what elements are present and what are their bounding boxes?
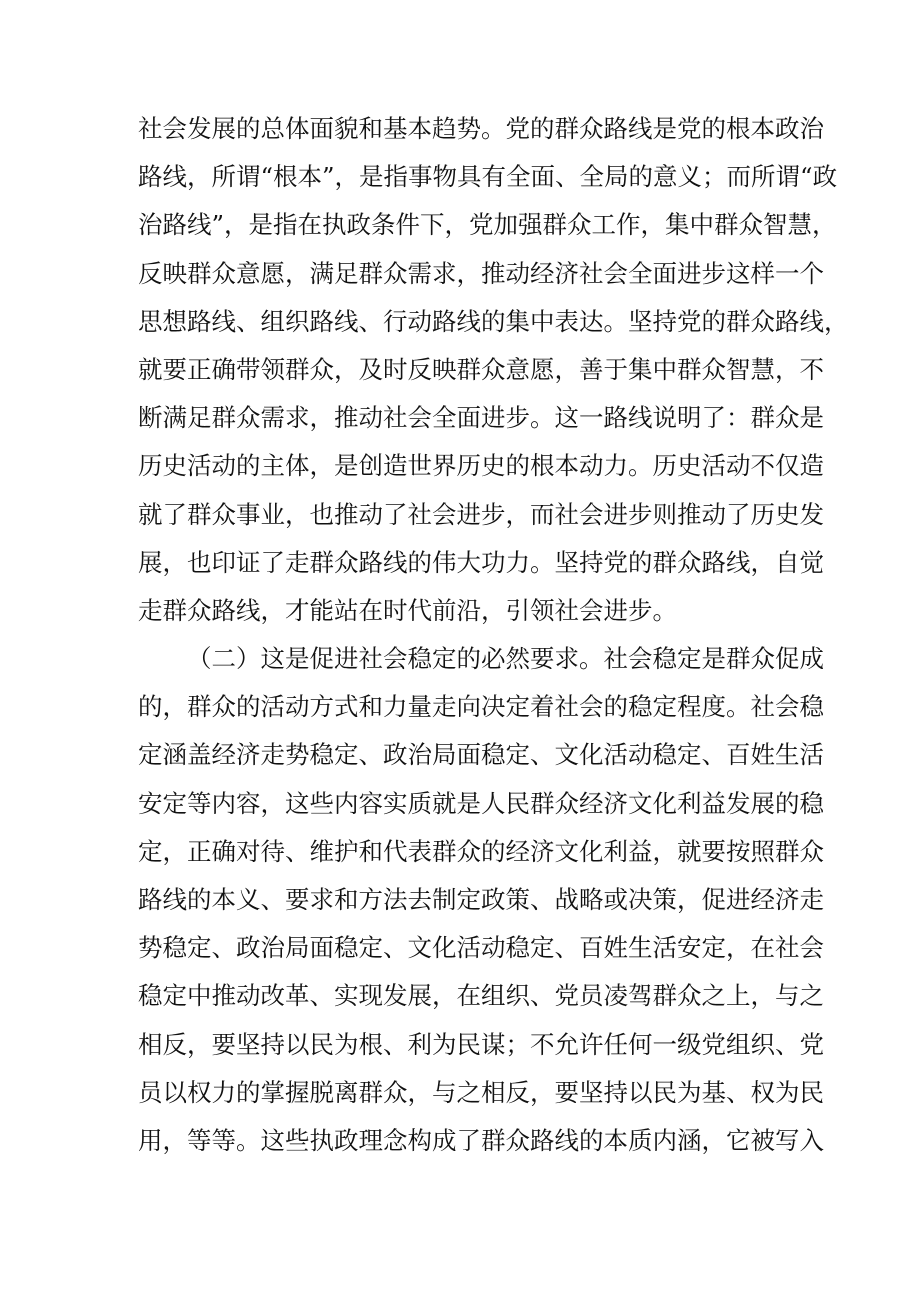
text-line: 用，等等。这些执政理念构成了群众路线的本质内涵，它被写入 <box>138 1125 824 1155</box>
text-line: 历史活动的主体，是创造世界历史的根本动力。历史活动不仅造 <box>138 451 824 481</box>
text-line: 断满足群众需求，推动社会全面进步。这一路线说明了：群众是 <box>138 403 824 433</box>
text-line-first-indented: （二）这是促进社会稳定的必然要求。社会稳定是群众促成 <box>187 644 824 674</box>
text-line: 定，正确对待、维护和代表群众的经济文化利益，就要按照群众 <box>138 836 824 866</box>
text-line: 稳定中推动改革、实现发展，在组织、党员凌驾群众之上，与之 <box>138 981 824 1011</box>
text-line: 就了群众事业，也推动了社会进步，而社会进步则推动了历史发 <box>138 499 824 529</box>
document-body <box>138 105 849 1165</box>
text-line: 相反，要坚持以民为根、利为民谋；不允许任何一级党组织、党 <box>138 1029 824 1059</box>
paragraph-2 <box>138 635 824 1165</box>
text-line-last: 走群众路线，才能站在时代前沿，引领社会进步。 <box>138 595 677 625</box>
text-line: 的，群众的活动方式和力量走向决定着社会的稳定程度。社会稳 <box>138 692 824 722</box>
text-line: 势稳定、政治局面稳定、文化活动稳定、百姓生活安定，在社会 <box>138 933 824 963</box>
text-line: 定涵盖经济走势稳定、政治局面稳定、文化活动稳定、百姓生活 <box>138 740 824 770</box>
text-line: 路线的本义、要求和方法去制定政策、战略或决策，促进经济走 <box>138 885 824 914</box>
text-line: 安定等内容，这些内容实质就是人民群众经济文化利益发展的稳 <box>138 788 824 818</box>
text-line: 反映群众意愿，满足群众需求，推动经济社会全面进步这样一个 <box>138 258 824 288</box>
text-line: 员以权力的掌握脱离群众，与之相反，要坚持以民为基、权为民 <box>138 1077 824 1107</box>
text-line: 社会发展的总体面貌和基本趋势。党的群众路线是党的根本政治 <box>138 114 824 143</box>
paragraph-1 <box>138 105 849 635</box>
text-line: 展，也印证了走群众路线的伟大功力。坚持党的群众路线，自觉 <box>138 547 824 577</box>
text-line: 就要正确带领群众，及时反映群众意愿，善于集中群众智慧，不 <box>138 354 824 384</box>
text-line: 思想路线、组织路线、行动路线的集中表达。坚持党的群众路线， <box>138 306 849 336</box>
text-line: 路线，所谓“根本”，是指事物具有全面、全局的意义；而所谓“政 <box>138 162 838 192</box>
text-line: 治路线”，是指在执政条件下，党加强群众工作，集中群众智慧， <box>138 210 837 240</box>
